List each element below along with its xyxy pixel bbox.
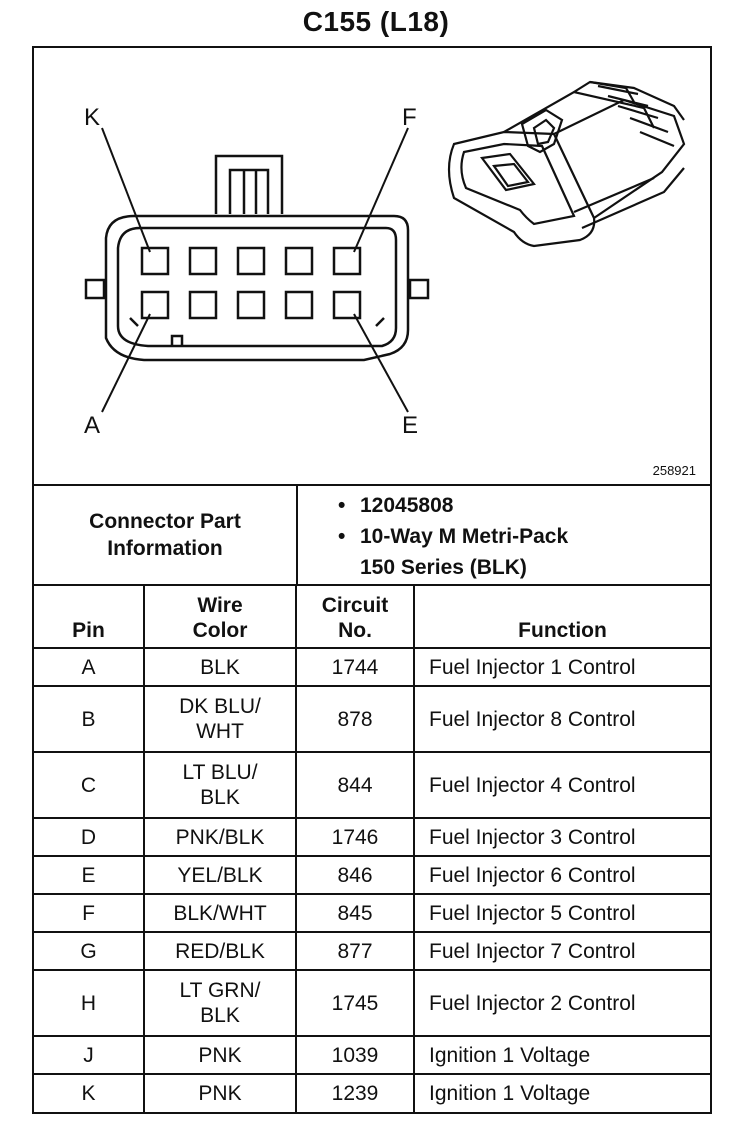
header-wire-color: Wire Color	[144, 586, 296, 648]
cell-circuit	[296, 818, 414, 856]
cell-function-text: Fuel Injector 6 Control	[429, 863, 636, 887]
cell-wire-color-text: PNK	[198, 1082, 242, 1105]
cell-circuit	[296, 1036, 414, 1074]
cell-pin	[34, 1036, 144, 1074]
cell-circuit-text: 845	[337, 901, 373, 925]
cell-pin-text: A	[81, 655, 96, 679]
cell-pin-text: C	[80, 773, 97, 797]
cell-circuit-text: 1239	[331, 1082, 379, 1105]
table-row	[34, 752, 710, 818]
table-row	[34, 686, 710, 752]
cell-wire-color-text: PNK	[198, 1043, 242, 1067]
cell-pin-text: G	[80, 939, 97, 963]
cell-circuit	[296, 856, 414, 894]
cell-wire-color-text: YEL/BLK	[177, 863, 263, 887]
cell-wire-color-text: LT GRN/	[179, 979, 261, 1002]
cell-pin-text: J	[83, 1043, 94, 1067]
cell-circuit	[296, 894, 414, 932]
page-title: C155 (L18)	[302, 6, 450, 37]
cell-pin	[34, 970, 144, 1036]
cell-pin	[34, 648, 144, 686]
cell-function	[414, 686, 710, 752]
cell-circuit	[296, 1074, 414, 1112]
cell-circuit-text: 878	[337, 707, 373, 731]
cell-circuit	[296, 686, 414, 752]
cell-wire-color	[144, 894, 296, 932]
pin-cavities	[142, 248, 360, 318]
bullet-icon: •	[338, 494, 346, 517]
cell-function-text: Ignition 1 Voltage	[429, 1082, 591, 1105]
cell-pin-text: B	[81, 707, 96, 731]
cell-wire-color-text: PNK/BLK	[175, 825, 265, 849]
cell-wire-color	[144, 970, 296, 1036]
connector-face-drawing	[34, 48, 710, 484]
cell-wire-color-text: LT BLU/	[182, 761, 258, 784]
cell-wire-color	[144, 648, 296, 686]
header-function: Function	[414, 586, 710, 648]
cell-pin	[34, 1074, 144, 1112]
cell-pin-text: H	[80, 991, 97, 1015]
table-row	[34, 1036, 710, 1074]
cell-circuit-text: 877	[337, 939, 373, 963]
cell-circuit	[296, 648, 414, 686]
cell-wire-color	[144, 1074, 296, 1112]
connector-diagram	[34, 48, 710, 486]
description-item	[338, 521, 568, 552]
connector-isometric-view	[449, 82, 684, 246]
table-header-row	[34, 586, 710, 648]
cell-circuit-text: 1746	[331, 825, 379, 849]
cell-function	[414, 818, 710, 856]
connector-info-label	[34, 486, 298, 584]
cell-wire-color	[144, 752, 296, 818]
pin-label-e: E	[402, 412, 419, 439]
description-line1: 10-Way M Metri-Pack	[360, 525, 569, 548]
latch-outline	[216, 156, 282, 214]
cell-wire-color-text: RED/BLK	[175, 939, 265, 963]
connector-info-label-line2: Information	[107, 537, 223, 560]
cell-function	[414, 648, 710, 686]
description-line2: 150 Series (BLK)	[360, 556, 527, 579]
cell-wire-color	[144, 1036, 296, 1074]
cell-circuit-text: 1745	[331, 991, 379, 1015]
pin-label-k: K	[84, 104, 101, 131]
cell-circuit	[296, 970, 414, 1036]
cell-pin	[34, 932, 144, 970]
table-row	[34, 932, 710, 970]
cell-circuit	[296, 932, 414, 970]
cell-function	[414, 1036, 710, 1074]
part-number: 12045808	[360, 494, 454, 517]
cell-function-text: Fuel Injector 1 Control	[429, 655, 636, 679]
cell-circuit-text: 844	[337, 773, 373, 797]
cell-wire-color-text: BLK/WHT	[173, 901, 267, 925]
cell-function-text: Fuel Injector 7 Control	[429, 939, 636, 963]
cell-function	[414, 752, 710, 818]
cell-pin	[34, 686, 144, 752]
cell-function-text: Fuel Injector 5 Control	[429, 901, 636, 925]
cell-function	[414, 856, 710, 894]
cell-function-text: Ignition 1 Voltage	[429, 1043, 591, 1067]
cell-wire-color	[144, 932, 296, 970]
cavity-a	[142, 292, 168, 318]
cell-circuit-text: 1744	[331, 655, 379, 679]
cell-wire-color-text: BLK	[200, 1004, 240, 1027]
cell-function-text: Fuel Injector 4 Control	[429, 773, 636, 797]
pinout-table	[34, 586, 710, 1112]
part-number-item	[338, 490, 568, 521]
cavity-f	[334, 248, 360, 274]
table-row	[34, 818, 710, 856]
cell-wire-color	[144, 818, 296, 856]
table-row	[34, 970, 710, 1036]
header-circuit: Circuit No.	[296, 586, 414, 648]
table-row	[34, 1074, 710, 1112]
header-pin: Pin	[34, 586, 144, 648]
connector-document	[32, 46, 712, 1114]
cell-pin-text: F	[82, 901, 95, 925]
cell-function-text: Fuel Injector 2 Control	[429, 991, 636, 1015]
cell-wire-color-text: BLK	[200, 786, 240, 809]
cell-pin-text: K	[81, 1082, 96, 1105]
connector-shell-outer	[106, 216, 408, 360]
pin-label-f: F	[402, 104, 417, 131]
table-row	[34, 894, 710, 932]
cell-circuit	[296, 752, 414, 818]
cell-pin	[34, 856, 144, 894]
figure-number: 258921	[652, 463, 696, 478]
cell-pin	[34, 818, 144, 856]
cell-pin-text: E	[81, 863, 96, 887]
table-row	[34, 648, 710, 686]
connector-shell-inner	[118, 228, 396, 346]
cell-pin-text: D	[80, 825, 97, 849]
pin-label-a: A	[84, 412, 101, 439]
connector-info-list	[338, 490, 568, 583]
cell-wire-color-text: BLK	[200, 655, 240, 679]
cell-wire-color-text: DK BLU/	[179, 695, 261, 718]
connector-info-label-line1: Connector Part	[89, 510, 241, 533]
cell-function-text: Fuel Injector 8 Control	[429, 707, 636, 731]
cavity-e	[334, 292, 360, 318]
table-row	[34, 856, 710, 894]
cell-function	[414, 1074, 710, 1112]
cell-function-text: Fuel Injector 3 Control	[429, 825, 636, 849]
cell-function	[414, 932, 710, 970]
cell-function	[414, 970, 710, 1036]
connector-part-information	[34, 486, 710, 586]
cell-pin	[34, 752, 144, 818]
cell-circuit-text: 1039	[331, 1043, 379, 1067]
cell-pin	[34, 894, 144, 932]
cell-function	[414, 894, 710, 932]
cell-wire-color	[144, 686, 296, 752]
pinout-table-body	[34, 648, 710, 1112]
cell-circuit-text: 846	[337, 863, 373, 887]
cell-wire-color-text: WHT	[196, 720, 244, 743]
cell-wire-color	[144, 856, 296, 894]
cavity-k	[142, 248, 168, 274]
bullet-icon: •	[338, 525, 346, 548]
